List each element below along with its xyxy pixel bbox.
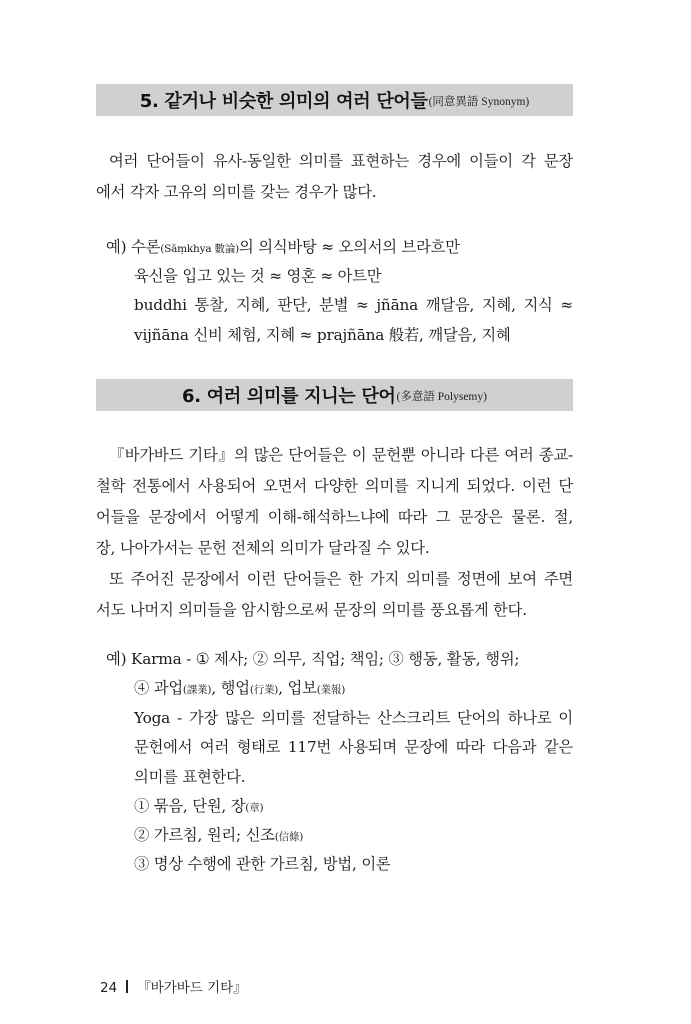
paragraph-line: 『바가바드 기타』의 많은 단어들은 이 문헌뿐 아니라 다른 여러 종교- xyxy=(109,446,573,464)
example-label: 예) xyxy=(106,238,127,256)
example-line: 예) Karma - ① 제사; ② 의무, 직업; 책임; ③ 행동, 활동, 행위; xyxy=(106,650,520,668)
example-line: vijñāna 신비 체험, 지혜 ≈ prajñāna 般若, 깨달음, 지혜 xyxy=(134,326,511,344)
example-line: 예) 수론(Sāṃkhya 數論)의 의식바탕 ≈ 오의서의 브라흐만 xyxy=(106,238,460,256)
section-6-heading xyxy=(96,379,573,411)
intro-line: 에서 각자 고유의 의미를 갖는 경우가 많다. xyxy=(96,183,377,201)
section-6-paragraph-2 xyxy=(96,564,573,626)
page-footer xyxy=(100,976,247,996)
section-5-subtitle: (同意異語 Synonym) xyxy=(428,96,530,108)
example-line: 문헌에서 여러 형태로 117번 사용되며 문장에 따라 다음과 같은 xyxy=(134,738,573,756)
paragraph-line: 어들을 문장에서 어떻게 이해-해석하느냐에 따라 그 문장은 물론. 절, xyxy=(96,508,573,526)
intro-line: 여러 단어들이 유사-동일한 의미를 표현하는 경우에 이들이 각 문장 xyxy=(109,152,573,170)
page-number: 24 xyxy=(100,980,118,996)
section-6-paragraph-1 xyxy=(96,440,573,564)
example-line: ① 묶음, 단원, 장(章) xyxy=(134,797,264,815)
example-label: 예) xyxy=(106,650,127,668)
section-5-title: 5. 같거나 비슷한 의미의 여러 단어들 xyxy=(139,91,428,112)
example-line: 육신을 입고 있는 것 ≈ 영혼 ≈ 아트만 xyxy=(134,267,382,285)
example-line: ③ 명상 수행에 관한 가르침, 방법, 이론 xyxy=(134,855,391,873)
footer-divider xyxy=(126,980,128,993)
example-line: buddhi 통찰, 지혜, 판단, 분별 ≈ jñāna 깨달음, 지혜, 지식 ≈ xyxy=(134,296,573,314)
section-6-subtitle: (多意語 Polysemy) xyxy=(396,391,487,403)
example-line: Yoga - 가장 많은 의미를 전달하는 산스크리트 단어의 하나로 이 xyxy=(134,709,573,727)
paragraph-line: 또 주어진 문장에서 이런 단어들은 한 가지 의미를 정면에 보여 주면 xyxy=(109,570,573,588)
running-title: 『바가바드 기타』 xyxy=(137,980,247,996)
example-line: ② 가르침, 원리; 신조(信條) xyxy=(134,826,304,844)
paragraph-line: 철학 전통에서 사용되어 오면서 다양한 의미를 지니게 되었다. 이런 단 xyxy=(96,477,573,495)
section-5-heading xyxy=(96,84,573,116)
paragraph-line: 서도 나머지 의미들을 암시함으로써 문장의 의미를 풍요롭게 한다. xyxy=(96,601,527,619)
example-line: ④ 과업(課業), 행업(行業), 업보(業報) xyxy=(134,679,346,697)
paragraph-line: 장, 나아가서는 문헌 전체의 의미가 달라질 수 있다. xyxy=(96,539,430,557)
section-6-title: 6. 여러 의미를 지니는 단어 xyxy=(182,386,396,407)
example-line: 의미를 표현한다. xyxy=(134,768,246,786)
section-5-intro xyxy=(96,146,573,208)
